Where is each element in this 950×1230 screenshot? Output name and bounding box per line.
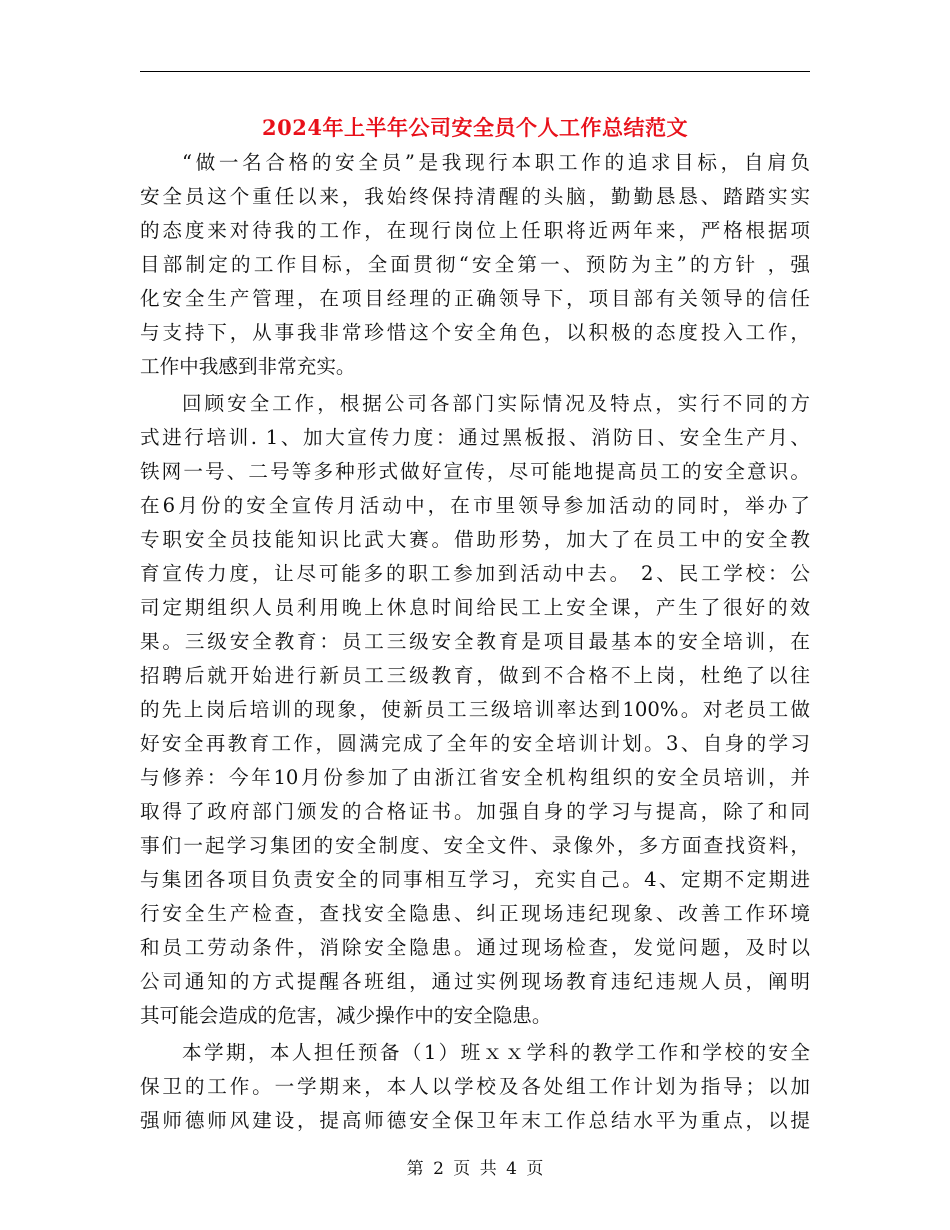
paragraph-line: 保卫的工作。一学期来，本人以学校及各处组工作计划为指导；以加 xyxy=(140,1075,810,1098)
paragraph-line: 目部制定的工作目标，全面贯彻“安全第一、预防为主”的方针 ，强 xyxy=(140,253,810,276)
paragraph-line: 专职安全员技能知识比武大赛。借助形势，加大了在员工中的安全教 xyxy=(140,528,810,551)
paragraph-line: 式进行培训. 1、加大宣传力度：通过黑板报、消防日、安全生产月、 xyxy=(140,426,810,449)
paragraph-line: 招聘后就开始进行新员工三级教育，做到不合格不上岗，杜绝了以往 xyxy=(140,664,810,687)
paragraph xyxy=(140,146,810,384)
paragraph-line: 事们一起学习集团的安全制度、安全文件、录像外，多方面查找资料， xyxy=(140,834,810,857)
paragraph-line: 的先上岗后培训的现象，使新员工三级培训率达到100%。对老员工做 xyxy=(140,698,810,721)
paragraph-line: 安全员这个重任以来，我始终保持清醒的头脑，勤勤恳恳、踏踏实实 xyxy=(140,185,810,208)
page-footer: 第 2 页 共 4 页 xyxy=(406,1159,544,1179)
paragraph-line: 行安全生产检查，查找安全隐患、纠正现场违纪现象、改善工作环境 xyxy=(140,902,810,925)
paragraph-line: 果。三级安全教育：员工三级安全教育是项目最基本的安全培训，在 xyxy=(140,630,810,653)
paragraph-line: 其可能会造成的危害，减少操作中的安全隐患。 xyxy=(140,1004,552,1027)
paragraph-line: 的态度来对待我的工作，在现行岗位上任职将近两年来，严格根据项 xyxy=(140,219,810,242)
paragraph-line: 本学期，本人担任预备（1）班ｘｘ学科的教学工作和学校的安全 xyxy=(182,1041,810,1064)
document-title: 2024年上半年公司安全员个人工作总结范文 xyxy=(262,115,688,140)
header-rule xyxy=(140,71,810,72)
paragraph-line: 育宣传力度，让尽可能多的职工参加到活动中去。 2、民工学校：公 xyxy=(140,562,810,585)
paragraph-line: 强师德师风建设，提高师德安全保卫年末工作总结水平为重点，以提 xyxy=(140,1109,810,1132)
paragraph-line: 取得了政府部门颁发的合格证书。加强自身的学习与提高，除了和同 xyxy=(140,800,810,823)
paragraph-line: “做一名合格的安全员”是我现行本职工作的追求目标，自肩负 xyxy=(182,151,810,174)
paragraph-line: 和员工劳动条件，消除安全隐患。通过现场检查，发觉问题，及时以 xyxy=(140,936,810,959)
document-body xyxy=(140,146,810,1141)
paragraph-line: 化安全生产管理，在项目经理的正确领导下，项目部有关领导的信任 xyxy=(140,287,810,310)
paragraph-line: 公司通知的方式提醒各班组，通过实例现场教育违纪违规人员，阐明 xyxy=(140,970,810,993)
paragraph-line: 与集团各项目负责安全的同事相互学习，充实自己。4、定期不定期进 xyxy=(140,868,810,891)
paragraph-line: 回顾安全工作，根据公司各部门实际情况及特点，实行不同的方 xyxy=(182,392,810,415)
paragraph xyxy=(140,1036,810,1138)
paragraph-line: 与修养：今年10月份参加了由浙江省安全机构组织的安全员培训，并 xyxy=(140,766,810,789)
paragraph-line: 工作中我感到非常充实。 xyxy=(140,355,356,378)
paragraph-line: 在6月份的安全宣传月活动中，在市里领导参加活动的同时，举办了 xyxy=(140,494,810,517)
paragraph-line: 司定期组织人员利用晚上休息时间给民工上安全课，产生了很好的效 xyxy=(140,596,810,619)
paragraph-line: 好安全再教育工作，圆满完成了全年的安全培训计划。3、自身的学习 xyxy=(140,732,810,755)
paragraph-line: 铁网一号、二号等多种形式做好宣传，尽可能地提高员工的安全意识。 xyxy=(140,460,810,483)
paragraph-line: 与支持下，从事我非常珍惜这个安全角色，以积极的态度投入工作， xyxy=(140,321,810,344)
paragraph xyxy=(140,387,810,1033)
